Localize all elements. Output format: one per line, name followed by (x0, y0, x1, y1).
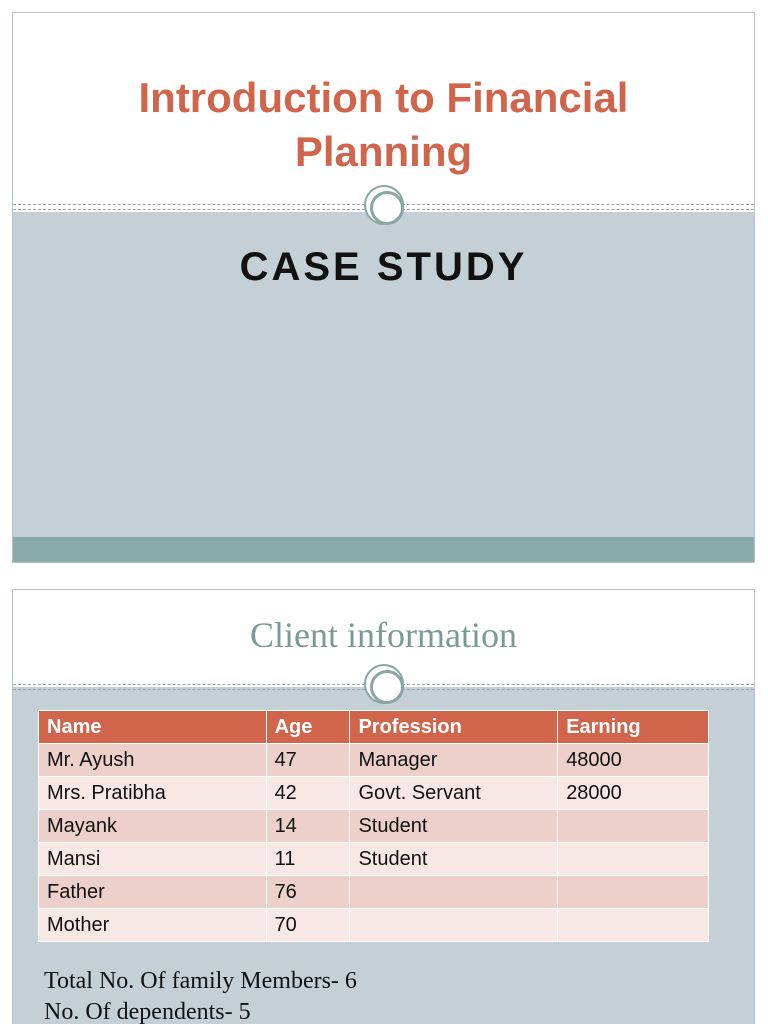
circle-ornament-icon (364, 185, 404, 225)
slide-title-line1: Introduction to Financial (138, 74, 629, 121)
slide-subtitle: CASE STUDY (239, 245, 528, 289)
dependents-text: No. Of dependents- 5 (44, 999, 251, 1024)
cell-name: Mansi (39, 843, 267, 876)
cell-age: 11 (266, 843, 350, 876)
cell-name: Mrs. Pratibha (39, 777, 267, 810)
cell-profession: Manager (350, 744, 558, 777)
circle-ornament-icon (364, 664, 404, 704)
cell-name: Mayank (39, 810, 267, 843)
cell-earning: 48000 (558, 744, 709, 777)
slide-title-line2: Planning (294, 128, 473, 175)
family-summary (44, 966, 357, 1024)
total-members-text: Total No. Of family Members- 6 (44, 968, 357, 994)
cell-age: 14 (266, 810, 350, 843)
title-slide (12, 12, 755, 563)
header-name: Name (39, 711, 267, 744)
header-earning: Earning (558, 711, 709, 744)
table-row (39, 909, 709, 942)
cell-earning: 28000 (558, 777, 709, 810)
table-header-row (39, 711, 709, 744)
cell-age: 47 (266, 744, 350, 777)
header-profession: Profession (350, 711, 558, 744)
cell-age: 76 (266, 876, 350, 909)
cell-age: 42 (266, 777, 350, 810)
client-info-slide (12, 589, 755, 1024)
slide-title: Client information (250, 615, 517, 655)
cell-profession: Student (350, 810, 558, 843)
cell-name: Mother (39, 909, 267, 942)
cell-profession (350, 876, 558, 909)
slide-title (13, 71, 754, 179)
table-row (39, 876, 709, 909)
cell-profession: Student (350, 843, 558, 876)
footer-band (13, 537, 754, 563)
cell-earning (558, 876, 709, 909)
cell-profession: Govt. Servant (350, 777, 558, 810)
table-row (39, 777, 709, 810)
cell-age: 70 (266, 909, 350, 942)
cell-profession (350, 909, 558, 942)
cell-earning (558, 909, 709, 942)
cell-name: Father (39, 876, 267, 909)
cell-name: Mr. Ayush (39, 744, 267, 777)
table-row (39, 744, 709, 777)
table-row (39, 810, 709, 843)
cell-earning (558, 810, 709, 843)
client-info-table (38, 710, 709, 942)
cell-earning (558, 843, 709, 876)
header-age: Age (266, 711, 350, 744)
table-row (39, 843, 709, 876)
